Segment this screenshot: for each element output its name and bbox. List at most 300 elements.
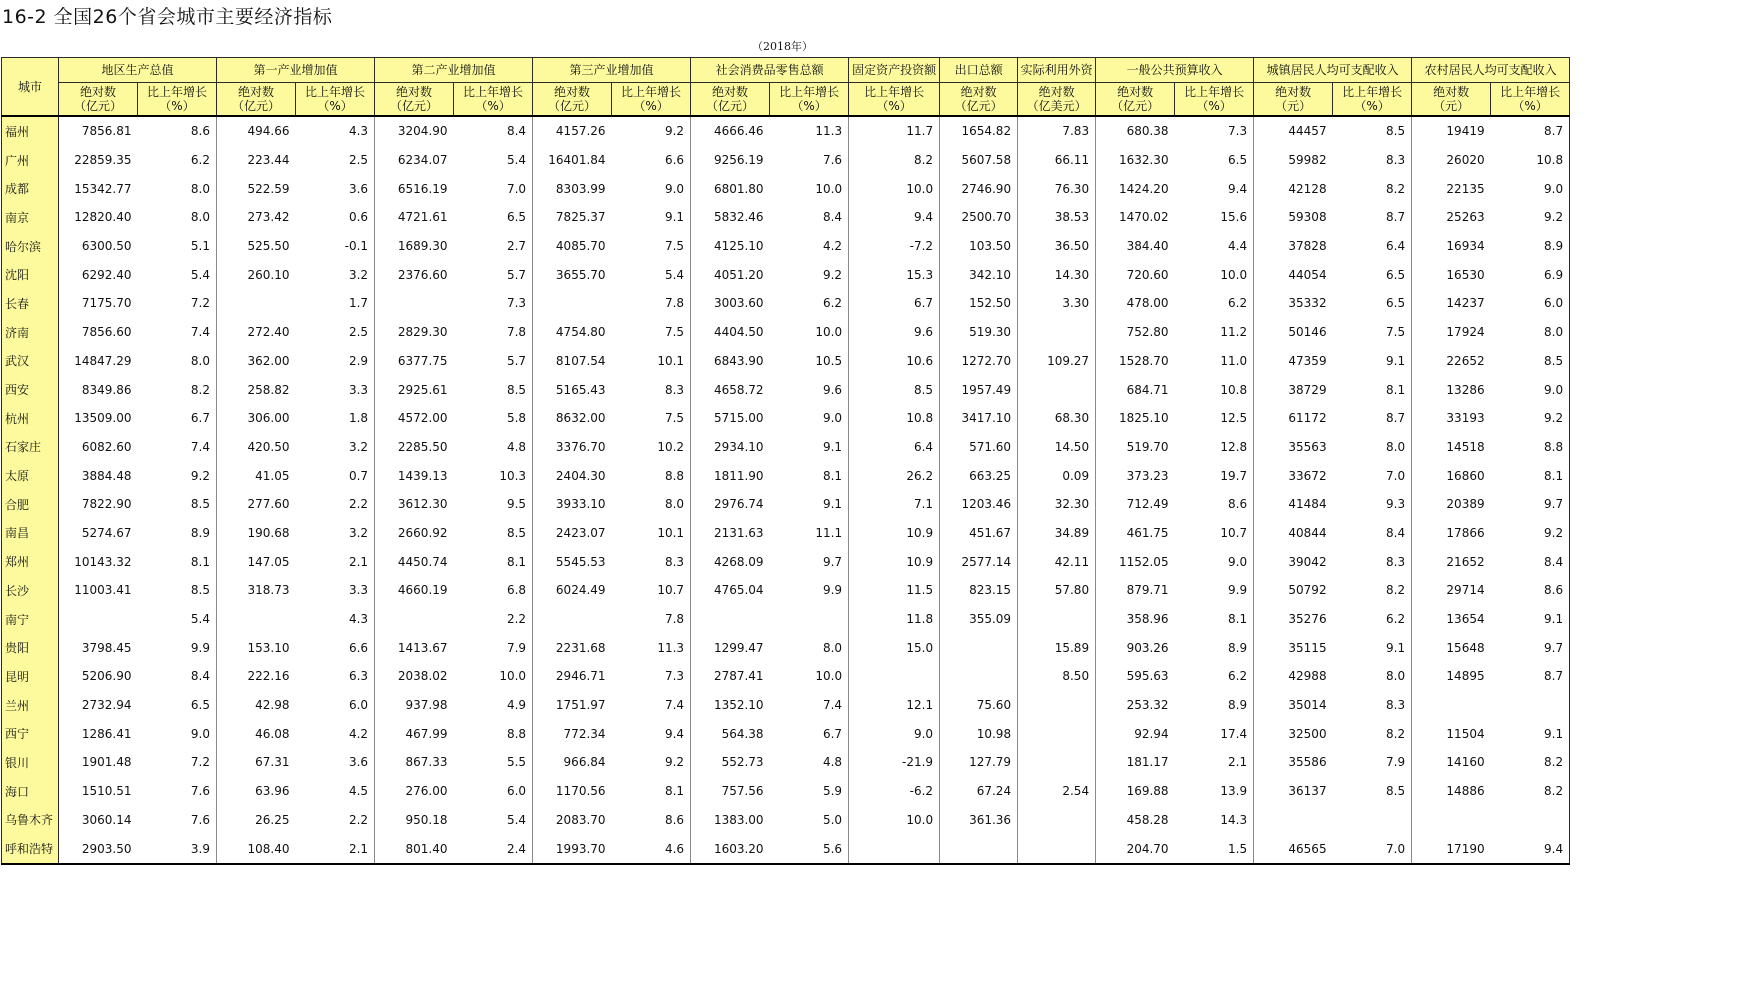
data-cell: 8.6	[1491, 576, 1570, 605]
data-cell: 8.0	[770, 633, 849, 662]
city-name: 杭州	[2, 404, 59, 433]
data-cell: 8.1	[1491, 461, 1570, 490]
data-cell: 11.7	[849, 116, 940, 146]
data-cell: 2.5	[296, 318, 375, 347]
data-cell: 21652	[1446, 554, 1485, 569]
data-cell: 1424.20	[1118, 181, 1169, 196]
data-cell: 9.7	[1491, 633, 1570, 662]
data-cell: 35563	[1288, 439, 1327, 454]
data-cell: 47359	[1288, 353, 1327, 368]
city-name: 广州	[2, 146, 59, 175]
data-cell: 4.9	[454, 691, 533, 720]
economic-indicators-table	[1, 57, 1570, 865]
data-cell: 5545.53	[555, 554, 606, 569]
data-cell: 7856.81	[81, 124, 132, 139]
data-cell: 519.70	[1126, 439, 1169, 454]
data-cell: 2285.50	[397, 439, 448, 454]
header-subcolumn: 比上年增长 （%）	[849, 83, 940, 117]
city-name: 昆明	[2, 662, 59, 691]
data-cell: 42.11	[1018, 547, 1096, 576]
data-cell: 4268.09	[713, 554, 764, 569]
data-cell: 57.80	[1018, 576, 1096, 605]
data-cell: 9.0	[1491, 375, 1570, 404]
data-cell: 684.71	[1126, 382, 1169, 397]
data-cell: 2.5	[296, 146, 375, 175]
data-cell: 2500.70	[940, 203, 1018, 232]
data-cell: 10.0	[849, 174, 940, 203]
data-cell: 458.28	[1126, 812, 1169, 827]
data-cell: 10.7	[1175, 519, 1254, 548]
table-row	[2, 318, 1570, 347]
data-cell: 4.6	[612, 834, 691, 864]
data-cell: 11.2	[1175, 318, 1254, 347]
data-cell: 26.2	[849, 461, 940, 490]
data-cell: 10.8	[849, 404, 940, 433]
data-cell: 8.0	[138, 174, 217, 203]
data-cell: 66.11	[1018, 146, 1096, 175]
data-cell: 14847.29	[74, 353, 132, 368]
data-cell: 44457	[1288, 124, 1327, 139]
city-name: 长春	[2, 289, 59, 318]
table-row	[2, 662, 1570, 691]
data-cell: 16530	[1446, 267, 1485, 282]
data-cell: 8.1	[454, 547, 533, 576]
data-cell: 5.7	[454, 260, 533, 289]
data-cell: 6082.60	[81, 439, 132, 454]
data-cell: 35276	[1288, 612, 1327, 627]
data-cell: 10143.32	[74, 554, 132, 569]
data-cell: 9.3	[1333, 490, 1412, 519]
data-cell: 9.1	[770, 490, 849, 519]
data-cell: 4.3	[296, 605, 375, 634]
data-cell: 6.8	[454, 576, 533, 605]
data-cell: 9.4	[849, 203, 940, 232]
data-cell: 6.2	[1333, 605, 1412, 634]
data-cell: 8.3	[1333, 691, 1412, 720]
data-cell: 9.0	[770, 404, 849, 433]
data-cell: 9.0	[1175, 547, 1254, 576]
data-cell: 361.36	[940, 806, 1018, 835]
data-cell: 8.1	[612, 777, 691, 806]
data-cell: 7.1	[849, 490, 940, 519]
data-cell: 14237	[1446, 296, 1485, 311]
header-subcolumn: 比上年增长 （%）	[770, 83, 849, 117]
data-cell: 8.6	[1175, 490, 1254, 519]
data-cell: 8.9	[1175, 691, 1254, 720]
data-cell	[1018, 806, 1096, 835]
data-cell: 772.34	[563, 726, 606, 741]
data-cell: 2660.92	[397, 525, 448, 540]
data-cell: 9.1	[1491, 719, 1570, 748]
data-cell: 17924	[1446, 325, 1485, 340]
data-cell: 6.6	[612, 146, 691, 175]
data-cell: 10.5	[770, 347, 849, 376]
data-cell: 6.5	[138, 691, 217, 720]
data-cell: 2.1	[1175, 748, 1254, 777]
data-cell: 4450.74	[397, 554, 448, 569]
data-cell: 10.9	[849, 547, 940, 576]
data-cell: 6300.50	[81, 239, 132, 254]
data-cell: 9.7	[1491, 490, 1570, 519]
data-cell: 1751.97	[555, 698, 606, 713]
data-cell: 6024.49	[555, 583, 606, 598]
data-cell	[375, 605, 454, 634]
data-cell: 6.4	[849, 433, 940, 462]
data-cell: 9.5	[454, 490, 533, 519]
data-cell: 4.2	[770, 232, 849, 261]
data-cell: 6.2	[1175, 289, 1254, 318]
data-cell: 50146	[1288, 325, 1327, 340]
data-cell: 7.0	[1333, 461, 1412, 490]
data-cell: 7825.37	[555, 210, 606, 225]
data-cell: 277.60	[247, 497, 290, 512]
data-cell: 127.79	[940, 748, 1018, 777]
data-cell: 8303.99	[555, 181, 606, 196]
data-cell: 50792	[1288, 583, 1327, 598]
data-cell	[1018, 834, 1096, 864]
data-cell: 903.26	[1126, 640, 1169, 655]
data-cell: 7.5	[612, 232, 691, 261]
data-cell: 5.7	[454, 347, 533, 376]
data-cell: 8.9	[1175, 633, 1254, 662]
city-name: 太原	[2, 461, 59, 490]
data-cell: 5832.46	[713, 210, 764, 225]
city-name: 西安	[2, 375, 59, 404]
data-cell: 76.30	[1018, 174, 1096, 203]
data-cell: 2404.30	[555, 468, 606, 483]
data-cell: 8.5	[454, 519, 533, 548]
data-cell: 4.2	[296, 719, 375, 748]
data-cell: 8.5	[454, 375, 533, 404]
data-cell: 4658.72	[713, 382, 764, 397]
data-cell: 7.8	[612, 289, 691, 318]
data-cell: 8.6	[612, 806, 691, 835]
header-group: 地区生产总值	[59, 58, 217, 83]
data-cell: 8.2	[1333, 174, 1412, 203]
data-cell: 15.3	[849, 260, 940, 289]
data-cell: 41.05	[255, 468, 290, 483]
data-cell: 8.5	[1491, 347, 1570, 376]
data-cell: 879.71	[1126, 583, 1169, 598]
data-cell: 35115	[1288, 640, 1327, 655]
data-cell: 9.1	[770, 433, 849, 462]
data-cell: 67.31	[255, 755, 290, 770]
data-cell: 8.3	[1333, 547, 1412, 576]
data-cell: 22652	[1446, 353, 1485, 368]
data-cell: 5274.67	[81, 525, 132, 540]
data-cell: 204.70	[1126, 841, 1169, 856]
year-note: （2018年）	[752, 40, 813, 53]
data-cell: 10.8	[1491, 146, 1570, 175]
data-cell: 6.7	[770, 719, 849, 748]
data-cell: 2423.07	[555, 525, 606, 540]
data-cell: 181.17	[1126, 755, 1169, 770]
city-name: 武汉	[2, 347, 59, 376]
header-subcolumn: 比上年增长 （%）	[612, 83, 691, 117]
data-cell	[770, 605, 849, 634]
data-cell: 258.82	[247, 382, 290, 397]
data-cell: 2.7	[454, 232, 533, 261]
city-name: 银川	[2, 748, 59, 777]
header-group: 一般公共预算收入	[1096, 58, 1254, 83]
data-cell: 8.9	[1491, 232, 1570, 261]
table-row	[2, 116, 1570, 146]
data-cell	[1018, 605, 1096, 634]
data-cell: 10.7	[612, 576, 691, 605]
data-cell: 8.5	[1333, 116, 1412, 146]
data-cell: 7.6	[138, 806, 217, 835]
header-subcolumn: 比上年增长 （%）	[296, 83, 375, 117]
data-cell: 7.3	[1175, 116, 1254, 146]
data-cell: 8.2	[1333, 719, 1412, 748]
data-cell: 571.60	[940, 433, 1018, 462]
data-cell: -6.2	[849, 777, 940, 806]
data-cell: 26020	[1446, 153, 1485, 168]
data-cell: 9.1	[612, 203, 691, 232]
data-cell: 17866	[1446, 525, 1485, 540]
data-cell: 8.2	[1333, 576, 1412, 605]
data-cell: 6.5	[1333, 260, 1412, 289]
data-cell: 29714	[1446, 583, 1485, 598]
data-cell: 273.42	[247, 210, 290, 225]
data-cell: 6.7	[138, 404, 217, 433]
data-cell: 2376.60	[397, 267, 448, 282]
data-cell: 9.2	[1491, 203, 1570, 232]
data-cell: 6.2	[138, 146, 217, 175]
data-cell: 6.5	[454, 203, 533, 232]
data-cell: 16934	[1446, 239, 1485, 254]
data-cell: 6.7	[849, 289, 940, 318]
data-cell: 15.6	[1175, 203, 1254, 232]
data-cell: 8.1	[770, 461, 849, 490]
data-cell: 39042	[1288, 554, 1327, 569]
data-cell: 11.1	[770, 519, 849, 548]
data-cell: 63.96	[255, 784, 290, 799]
city-name: 西宁	[2, 719, 59, 748]
data-cell: -0.1	[296, 232, 375, 261]
data-cell: 461.75	[1126, 525, 1169, 540]
data-cell: 7822.90	[81, 497, 132, 512]
data-cell: 15342.77	[74, 181, 132, 196]
city-name: 海口	[2, 777, 59, 806]
data-cell: 10.8	[1175, 375, 1254, 404]
data-cell: 7.9	[1333, 748, 1412, 777]
data-cell: 4.4	[1175, 232, 1254, 261]
data-cell: 13.9	[1175, 777, 1254, 806]
data-cell: 11504	[1446, 726, 1485, 741]
table-body	[2, 116, 1570, 864]
data-cell: 2925.61	[397, 382, 448, 397]
data-cell: 1901.48	[81, 755, 132, 770]
data-cell: 6516.19	[397, 181, 448, 196]
data-cell: 13286	[1446, 382, 1485, 397]
data-cell: 3.6	[296, 748, 375, 777]
data-cell: 8.5	[138, 490, 217, 519]
data-cell: 8.3	[612, 547, 691, 576]
data-cell: 8.7	[1333, 404, 1412, 433]
data-cell: 3.6	[296, 174, 375, 203]
data-cell: 14160	[1446, 755, 1485, 770]
data-cell: -21.9	[849, 748, 940, 777]
table-row	[2, 146, 1570, 175]
table-row	[2, 576, 1570, 605]
data-cell: 1.5	[1175, 834, 1254, 864]
data-cell: 17.4	[1175, 719, 1254, 748]
data-cell: 2746.90	[940, 174, 1018, 203]
data-cell: 2.4	[454, 834, 533, 864]
data-cell: 2.9	[296, 347, 375, 376]
header-group: 社会消费品零售总额	[691, 58, 849, 83]
data-cell: 7.8	[454, 318, 533, 347]
data-cell: 75.60	[940, 691, 1018, 720]
data-cell: 1299.47	[713, 640, 764, 655]
city-name: 长沙	[2, 576, 59, 605]
data-cell: 342.10	[940, 260, 1018, 289]
header-subcolumn: 比上年增长 （%）	[1333, 83, 1412, 117]
city-name: 呼和浩特	[2, 834, 59, 864]
data-cell: -7.2	[849, 232, 940, 261]
data-cell: 67.24	[940, 777, 1018, 806]
city-name: 兰州	[2, 691, 59, 720]
data-cell: 6.4	[1333, 232, 1412, 261]
data-cell	[1333, 806, 1412, 835]
header-group: 城镇居民人均可支配收入	[1254, 58, 1412, 83]
data-cell: 2.54	[1018, 777, 1096, 806]
data-cell: 4085.70	[555, 239, 606, 254]
city-name: 合肥	[2, 490, 59, 519]
header-subcolumn: 绝对数 （亿元）	[217, 83, 296, 117]
data-cell: 4765.04	[713, 583, 764, 598]
table-row	[2, 433, 1570, 462]
data-cell: 8.2	[849, 146, 940, 175]
data-cell: 8.4	[138, 662, 217, 691]
data-cell: 103.50	[940, 232, 1018, 261]
data-cell: 2934.10	[713, 439, 764, 454]
data-cell: 5.4	[138, 605, 217, 634]
data-cell: 9.9	[138, 633, 217, 662]
data-cell: 2.1	[296, 547, 375, 576]
data-cell	[1254, 806, 1333, 835]
data-cell: 7.9	[454, 633, 533, 662]
data-cell: 35586	[1288, 755, 1327, 770]
data-cell: 10.0	[454, 662, 533, 691]
data-cell: 5715.00	[713, 411, 764, 426]
data-cell: 8.3	[1333, 146, 1412, 175]
data-cell: 10.1	[612, 519, 691, 548]
data-cell: 3.2	[296, 260, 375, 289]
data-cell: 8.3	[612, 375, 691, 404]
data-cell	[217, 289, 296, 318]
data-cell: 41484	[1288, 497, 1327, 512]
data-cell: 169.88	[1126, 784, 1169, 799]
data-cell: 4572.00	[397, 411, 448, 426]
header-subcolumn: 比上年增长 （%）	[138, 83, 217, 117]
data-cell: 823.15	[940, 576, 1018, 605]
data-cell: 2.2	[296, 490, 375, 519]
table-row	[2, 461, 1570, 490]
data-cell: 40844	[1288, 525, 1327, 540]
data-cell: 5.1	[138, 232, 217, 261]
city-name: 福州	[2, 116, 59, 146]
data-cell: 9.4	[1491, 834, 1570, 864]
data-cell: 9.2	[138, 461, 217, 490]
data-cell: 2038.02	[397, 669, 448, 684]
data-cell: 42988	[1288, 669, 1327, 684]
data-cell: 5.6	[770, 834, 849, 864]
header-group: 农村居民人均可支配收入	[1412, 58, 1570, 83]
data-cell: 525.50	[247, 239, 290, 254]
data-cell: 1957.49	[940, 375, 1018, 404]
table-header	[2, 58, 1570, 117]
data-cell: 1528.70	[1118, 353, 1169, 368]
data-cell: 752.80	[1126, 325, 1169, 340]
data-cell: 5607.58	[940, 146, 1018, 175]
table-row	[2, 519, 1570, 548]
data-cell: 6.2	[1175, 662, 1254, 691]
header-subcolumn: 比上年增长 （%）	[1491, 83, 1570, 117]
data-cell: 9.9	[770, 576, 849, 605]
data-cell: 8.8	[612, 461, 691, 490]
data-cell	[1018, 318, 1096, 347]
data-cell: 10.3	[454, 461, 533, 490]
data-cell: 0.09	[1018, 461, 1096, 490]
header-subcolumn: 绝对数 （亿元）	[691, 83, 770, 117]
data-cell: 8.7	[1491, 662, 1570, 691]
data-cell: 7.4	[138, 433, 217, 462]
header-city: 城市	[2, 58, 59, 117]
table-row	[2, 347, 1570, 376]
page-title: 16-2 全国26个省会城市主要经济指标	[2, 6, 333, 28]
data-cell: 16401.84	[548, 153, 606, 168]
table-row	[2, 289, 1570, 318]
header-subcolumn: 比上年增长 （%）	[1175, 83, 1254, 117]
data-cell: 3204.90	[397, 124, 448, 139]
data-cell: 3655.70	[555, 267, 606, 282]
header-group: 出口总额	[940, 58, 1018, 83]
data-cell: 35014	[1288, 698, 1327, 713]
data-cell: 8.0	[138, 203, 217, 232]
table-row	[2, 260, 1570, 289]
data-cell: 19419	[1446, 124, 1485, 139]
data-cell: 10.0	[770, 318, 849, 347]
data-cell: 190.68	[247, 525, 290, 540]
data-cell: 6.3	[296, 662, 375, 691]
data-cell: 10.2	[612, 433, 691, 462]
data-cell: 7856.60	[81, 325, 132, 340]
table-row	[2, 547, 1570, 576]
data-cell: 11.8	[849, 605, 940, 634]
header-subcolumn: 绝对数 （亿元）	[940, 83, 1018, 117]
data-cell: 9.2	[612, 748, 691, 777]
data-cell: 109.27	[1018, 347, 1096, 376]
data-cell: 1632.30	[1118, 153, 1169, 168]
data-cell: 32.30	[1018, 490, 1096, 519]
data-cell: 12.1	[849, 691, 940, 720]
data-cell: 108.40	[247, 841, 290, 856]
data-cell: 2.1	[296, 834, 375, 864]
data-cell: 522.59	[247, 181, 290, 196]
table-row	[2, 174, 1570, 203]
data-cell: 3417.10	[940, 404, 1018, 433]
data-cell: 8.5	[138, 576, 217, 605]
data-cell: 6.5	[1333, 289, 1412, 318]
data-cell: 8107.54	[555, 353, 606, 368]
table-row	[2, 834, 1570, 864]
data-cell: 5.0	[770, 806, 849, 835]
data-cell: 6.0	[454, 777, 533, 806]
data-cell: 494.66	[247, 124, 290, 139]
data-cell: 9.7	[770, 547, 849, 576]
